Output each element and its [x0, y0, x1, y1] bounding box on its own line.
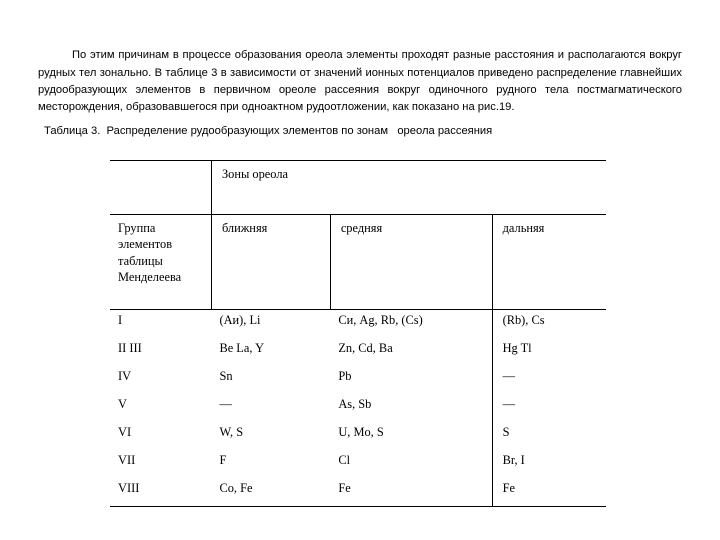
- row-group-label: VII: [118, 453, 136, 467]
- row-group-label: VIII: [110, 478, 211, 507]
- table-row: [110, 478, 606, 507]
- row-near-value: (Aи), Li: [219, 313, 261, 327]
- intro-paragraph: По этим причинам в процессе образования ореола элементы проходят разные расстояния и располагаются вокруг рудных тел зонально. В таблице 3 в зависимости от значений ионных потенциалов приведено распределение главнейших рудообразующих элементов в первичном ореоле рассеяния вокруг одиночного рудного тела постмагматического месторождения, образовавшегося при одноактном рудоотложении, как показано на рис.19.: [38, 49, 682, 114]
- table-subheader-row: [110, 215, 606, 310]
- table-row: [110, 338, 606, 366]
- row-far-value: —: [492, 394, 606, 422]
- zone-header-mid: средняя: [330, 215, 492, 310]
- row-mid-value: U, Mo, S: [338, 425, 384, 439]
- row-far-value: (Rb), Cs: [492, 310, 606, 339]
- row-group-label: IV: [118, 369, 132, 383]
- row-far-value: S: [492, 422, 606, 450]
- row-far-value: Br, I: [492, 450, 606, 478]
- table-row: [110, 366, 606, 394]
- zone-header-near: ближняя: [211, 215, 330, 310]
- row-group-label: V: [118, 397, 127, 411]
- row-near-value: —: [219, 397, 232, 411]
- zone-banner-header: Зоны ореола: [211, 161, 606, 215]
- row-mid-value: Fe: [330, 478, 492, 507]
- row-far-value: —: [492, 366, 606, 394]
- row-far-value: Hg Tl: [492, 338, 606, 366]
- row-group-label: VI: [118, 425, 132, 439]
- row-mid-value: Zn, Cd, Ba: [338, 341, 393, 355]
- table-element: [110, 160, 606, 507]
- table-banner-row: [110, 161, 606, 215]
- table-row: [110, 422, 606, 450]
- table-caption: Таблица 3. Распределение рудообразующих элементов по зонам ореола рассеяния: [44, 125, 493, 137]
- row-near-value: F: [219, 453, 227, 467]
- row-near-value: Sn: [219, 369, 233, 383]
- row-near-value: W, S: [219, 425, 244, 439]
- row-mid-value: Pb: [338, 369, 352, 383]
- row-far-value: Fe: [492, 478, 606, 507]
- table-row: [110, 394, 606, 422]
- banner-spacer-cell: [110, 161, 211, 215]
- row-near-value: Co, Fe: [211, 478, 330, 507]
- row-mid-value: As, Sb: [338, 397, 372, 411]
- row-near-value: Be La, Y: [219, 341, 265, 355]
- table-row: [110, 450, 606, 478]
- zone-header-far: дальняя: [492, 215, 606, 310]
- distribution-table: [110, 160, 606, 495]
- stub-header-cell: Группа элементов таблицы Менделеева: [110, 215, 211, 310]
- row-group-label: I: [118, 313, 123, 327]
- row-mid-value: Cи, Ag, Rb, (Cs): [338, 313, 423, 327]
- row-mid-value: Cl: [338, 453, 351, 467]
- table-row: [110, 310, 606, 339]
- row-group-label: II III: [118, 341, 142, 355]
